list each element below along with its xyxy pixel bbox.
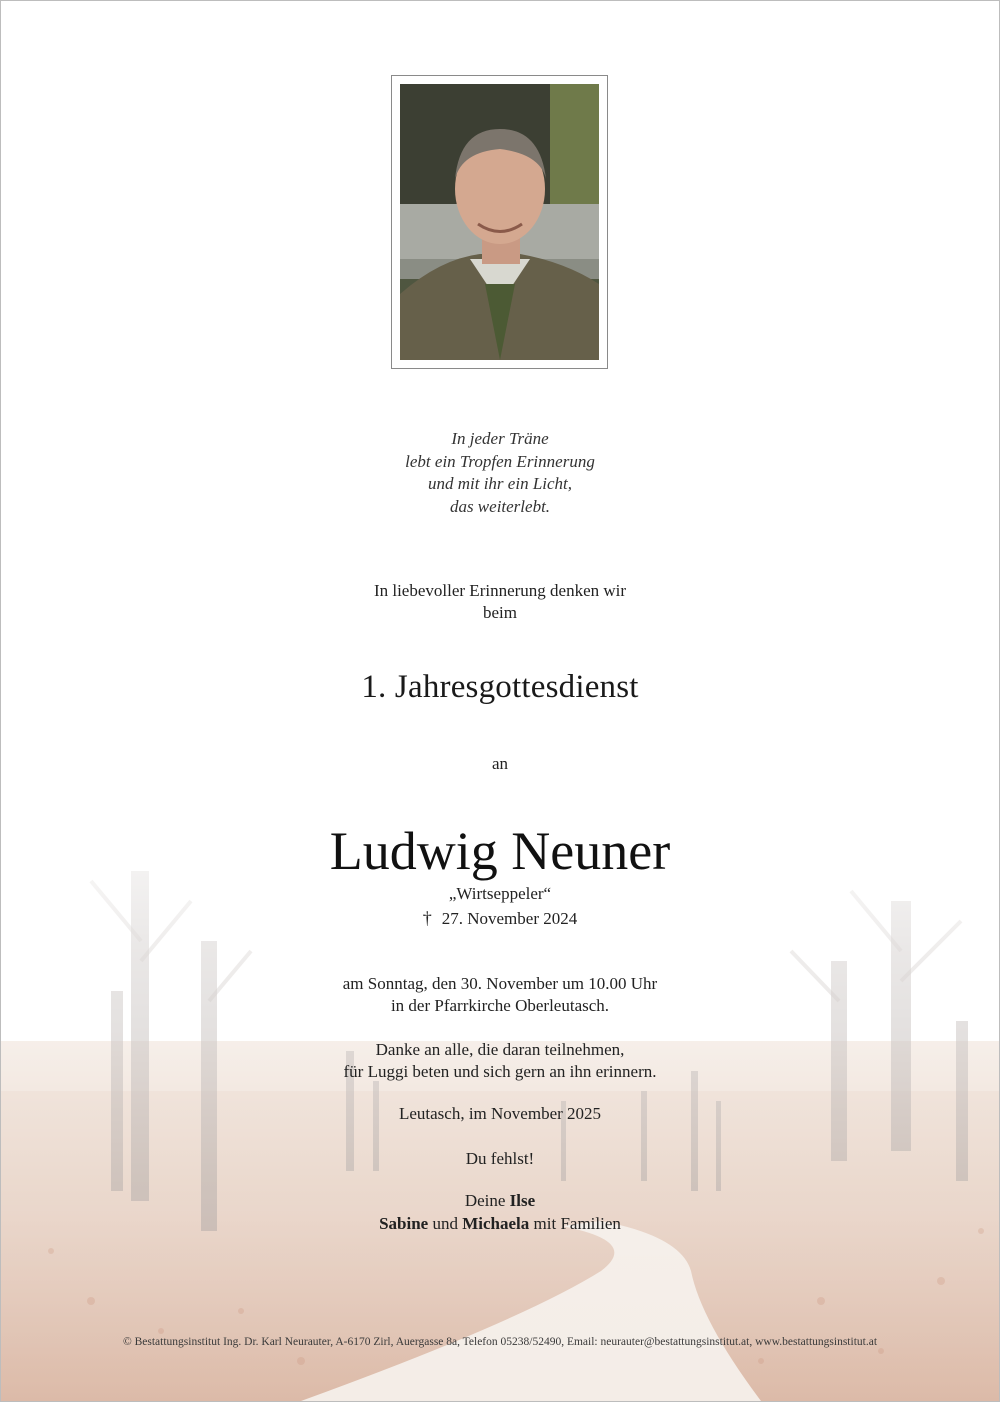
portrait-photo (400, 84, 599, 360)
deceased-name: Ludwig Neuner (329, 821, 671, 881)
place-date: Leutasch, im November 2025 (398, 1104, 602, 1123)
thanks-line: für Luggi beten und sich gern an ihn erinnern. (343, 1062, 657, 1081)
portrait-image (400, 84, 599, 360)
family-prefix: Deine (464, 1191, 506, 1210)
funeral-home-footer: © Bestattungsinstitut Ing. Dr. Karl Neurauter, A-6170 Zirl, Auergasse 8a, Telefon 05238/52490, Email: neurauter@bestattungsinstitut.at, www.bestattungsinstitut.at (122, 1336, 878, 1348)
death-date: 27. November 2024 (441, 909, 578, 928)
family-name-ilse: Ilse (509, 1191, 536, 1210)
details-line: am Sonntag, den 30. November um 10.00 Uhr (342, 974, 658, 993)
deceased-nickname: „Wirtseppeler“ (448, 884, 552, 903)
death-date-line (1, 907, 999, 930)
thanks-text (1, 1039, 999, 1083)
poem-line: In jeder Träne (451, 429, 549, 448)
service-title: 1. Jahresgottesdienst (361, 669, 639, 705)
thanks-line: Danke an alle, die daran teilnehmen, (375, 1040, 625, 1059)
family-name-michaela: Michaela (462, 1213, 530, 1233)
poem-line: und mit ihr ein Licht, (427, 474, 573, 493)
family-suffix: mit Familien (533, 1213, 621, 1233)
portrait-frame (391, 75, 608, 369)
intro-text (1, 580, 999, 624)
connector-text: an (491, 754, 509, 773)
family-signature (1, 1190, 999, 1235)
family-name-sabine: Sabine (379, 1213, 429, 1233)
intro-line: beim (483, 603, 517, 622)
poem-line: lebt ein Tropfen Erinnerung (405, 451, 595, 471)
service-details (1, 973, 999, 1017)
family-line-2 (1, 1213, 999, 1236)
family-line-1 (1, 1190, 999, 1213)
intro-line: In liebevoller Erinnerung denken wir (373, 581, 627, 600)
family-and: und (432, 1213, 458, 1233)
details-line: in der Pfarrkirche Oberleutasch. (390, 996, 610, 1015)
memorial-poem (1, 428, 999, 518)
cross-icon: † (422, 908, 432, 928)
farewell-text: Du fehlst! (465, 1149, 535, 1168)
poem-line: das weiterlebt. (449, 496, 551, 516)
